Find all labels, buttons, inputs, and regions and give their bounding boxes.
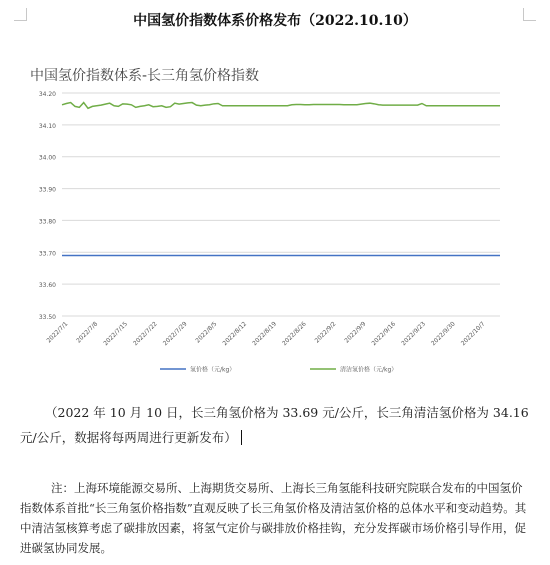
y-tick-label: 34.00	[38, 154, 56, 162]
y-tick-label: 34.20	[38, 91, 56, 98]
legend-label: 氢价格（元/kg）	[190, 366, 236, 374]
x-tick-label: 2022/7/29	[161, 320, 189, 348]
x-tick-label: 2022/7/1	[45, 320, 70, 345]
x-tick-label: 2022/8/5	[194, 320, 219, 345]
x-tick-label: 2022/7/15	[102, 320, 130, 348]
x-tick-label: 2022/8/12	[221, 320, 249, 348]
y-tick-label: 33.50	[38, 314, 56, 321]
document-title: 中国氢价指数体系价格发布（2022.10.10）	[133, 13, 417, 29]
y-tick-label: 33.80	[38, 218, 56, 226]
x-tick-label: 2022/9/30	[430, 320, 457, 348]
price-announcement-text: （2022 年 10 月 10 日，长三角氢价格为 33.69 元/公斤，长三角清洁氢价格为 34.16 元/公斤，数据将每两周进行更新发布）	[20, 405, 529, 445]
note-paragraph: 注：上海环境能源交易所、上海期货交易所、上海长三角氢能科技研究院联合发布的中国氢价指数体系首批“长三角氢价格指数”直观反映了长三角氢价格及清洁氢价格的总体水平和变动趋势。其中清洁氢核算考虑了碳排放因素，将氢气定价与碳排放价格挂钩，充分发挥碳市场价格引导作用，促进碳氢协同发展。	[20, 481, 527, 555]
x-tick-label: 2022/8/19	[251, 320, 278, 348]
y-tick-label: 33.60	[38, 282, 56, 290]
x-tick-label: 2022/9/9	[343, 320, 368, 345]
x-tick-label: 2022/9/23	[400, 320, 427, 348]
x-tick-label: 2022/7/22	[132, 320, 159, 348]
y-tick-label: 33.90	[38, 186, 56, 194]
text-cursor	[241, 430, 242, 445]
x-tick-label: 2022/7/8	[75, 320, 100, 345]
line-chart	[20, 60, 535, 385]
series-line-2	[62, 103, 500, 109]
x-tick-label: 2022/10/7	[459, 320, 487, 348]
x-tick-label: 2022/9/2	[313, 320, 338, 345]
legend-label: 清洁氢价格（元/kg）	[340, 366, 398, 374]
chart-title: 中国氢价指数体系-长三角氢价格指数	[30, 68, 260, 84]
y-tick-label: 34.10	[38, 122, 56, 130]
x-tick-label: 2022/8/26	[281, 320, 308, 348]
y-tick-label: 33.70	[38, 250, 56, 258]
chart-container	[20, 60, 535, 385]
price-announcement-paragraph[interactable]	[20, 400, 530, 450]
x-tick-label: 2022/9/16	[370, 320, 398, 348]
